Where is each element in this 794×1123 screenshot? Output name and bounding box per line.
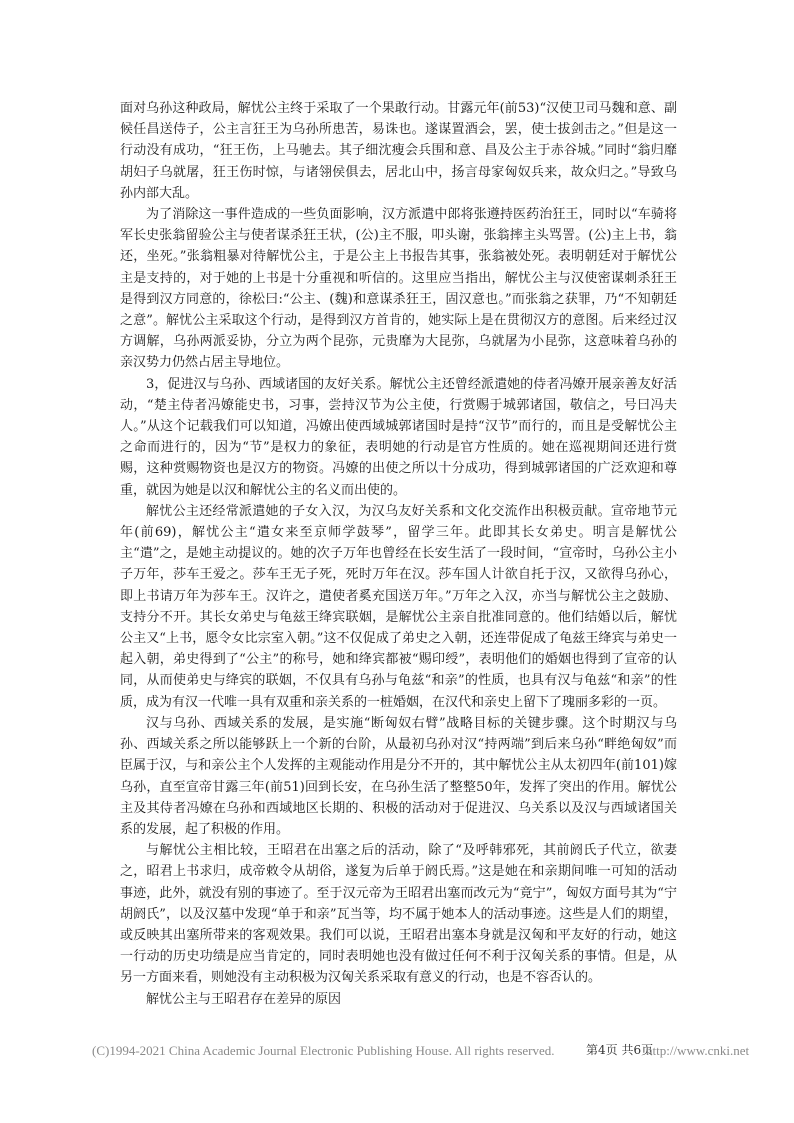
copyright-notice: (C)1994-2021 China Academic Journal Electronic Publishing House. All rights reserved.	[92, 1043, 555, 1058]
body-text	[120, 98, 677, 1010]
page-number: 第4页 共6页	[586, 1043, 654, 1057]
paragraph-3: 3，促进汉与乌孙、西域诸国的友好关系。解忧公主还曾经派遣她的侍者冯嫽开展亲善友好活动，“楚主侍者冯嫽能史书，习事，尝持汉节为公主使，行赏赐于城郭诸国，敬信之，号曰冯夫人。”从这个记载我们可以知道，冯嫽出使西域城郭诸国时是持“汉节”而行的，而且是受解忧公主之命而进行的，因为“节”是权力的象征，表明她的行动是官方性质的。她在巡视期间还进行赏赐，这种赏赐物资也是汉方的物资。冯嫽的出使之所以十分成功，得到城郭诸国的广泛欢迎和尊重，就因为她是以汉和解忧公主的名义而出使的。	[120, 376, 677, 498]
paragraph-5: 汉与乌孙、西域关系的发展，是实施“断匈奴右臂”战略目标的关键步骤。这个时期汉与乌孙、西域关系之所以能够跃上一个新的台阶，从最初乌孙对汉“持两端”到后来乌孙“畔绝匈奴”而臣属于汉，与和亲公主个人发挥的主观能动作用是分不开的，其中解忧公主从太初四年(前101)嫁乌孙，直至宣帝甘露三年(前51)回到长安，在乌孙生活了整整50年，发挥了突出的作用。解忧公主及其侍者冯嫽在乌孙和西域地区长期的、积极的活动对于促进汉、乌关系以及汉与西域诸国关系的发展，起了积极的作用。	[120, 715, 677, 837]
paragraph-2: 为了消除这一事件造成的一些负面影响，汉方派遣中郎将张遵持医药治狂王，同时以“车骑将军长史张翁留验公主与使者谋杀狂王状，(公)主不服，叩头谢，张翁摔主头骂詈。(公)主上书，翁还，坐死。”张翁粗暴对待解忧公主，于是公主上书报告其事，张翁被处死。表明朝廷对于解忧公主是支持的，对于她的上书是十分重视和听信的。这里应当指出，解忧公主与汉使密谋刺杀狂王是得到汉方同意的，徐松曰:“公主、(魏)和意谋杀狂王，固汉意也。”而张翁之获罪，乃“不知朝廷之意”。解忧公主采取这个行动，是得到汉方首肯的，她实际上是在贯彻汉方的意图。后来经过汉方调解，乌孙两派妥协，分立为两个昆弥，元贵靡为大昆弥，乌就屠为小昆弥，这意味着乌孙的亲汉势力仍然占居主导地位。	[120, 207, 677, 371]
website-link[interactable]: http://www.cnki.net	[646, 1043, 750, 1058]
section-heading: 解忧公主与王昭君存在差异的原因	[146, 991, 342, 1007]
paragraph-4: 解忧公主还经常派遣她的子女入汉，为汉乌友好关系和文化交流作出积极贡献。宣帝地节元年(前69)，解忧公主“遣女来至京师学鼓琴”，留学三年。此即其长女弟史。明言是解忧公主“遣”之，是她主动提议的。她的次子万年也曾经在长安生活了一段时间，“宣帝时，乌孙公主小子万年，莎车王爱之。莎车王无子死，死时万年在汉。莎车国人计欲自托于汉，又欲得乌孙心，即上书请万年为莎车王。汉许之，遣使者奚充国送万年。”万年之入汉，亦当与解忧公主之鼓励、支持分不开。其长女弟史与龟兹王绛宾联姻，是解忧公主亲自批准同意的。他们结婚以后，解忧公主又“上书，愿令女比宗室入朝。”这不仅促成了弟史之入朝，还连带促成了龟兹王绛宾与弟史一起入朝，弟史得到了“公主”的称号，她和绛宾都被“赐印绶”，表明他们的婚姻也得到了宣帝的认同，从而使弟史与绛宾的联姻，不仅具有乌孙与龟兹“和亲”的性质，也具有汉与龟兹“和亲”的性质，成为有汉一代唯一具有双重和亲关系的一桩婚姻，在汉代和亲史上留下了瑰丽多彩的一页。	[120, 503, 677, 710]
paragraph-6: 与解忧公主相比较，王昭君在出塞之后的活动，除了“及呼韩邪死，其前阏氏子代立，欲妻之，昭君上书求归，成帝敕令从胡俗，遂复为后单于阏氏焉。”这是她在和亲期间唯一可知的活动事迹，此外，就没有别的事迹了。至于汉元帝为王昭君出塞而改元为“竟宁”，匈奴方面号其为“宁胡阏氏”，以及汉墓中发现“单于和亲”瓦当等，均不属于她本人的活动事迹。这些是人们的期望，或反映其出塞所带来的客观效果。我们可以说，王昭君出塞本身就是汉匈和平友好的行动，她这一行动的历史功绩是应当肯定的，同时表明她也没有做过任何不利于汉匈关系的事情。但是，从另一方面来看，则她没有主动积极为汉匈关系采取有意义的行动，也是不容否认的。	[120, 843, 677, 986]
paragraph-1: 面对乌孙这种政局，解忧公主终于采取了一个果敢行动。甘露元年(前53)“汉使卫司马魏和意、副候任昌送侍子，公主言狂王为乌孙所患苦，易诛也。遂谋置酒会，罢，使士拔剑击之。”但是这一行动没有成功，“狂王伤，上马驰去。其子细沈瘦会兵围和意、昌及公主于赤谷城。”同时“翁归靡胡妇子乌就屠，狂王伤时惊，与诸翎侯俱去，居北山中，扬言母家匈奴兵来，故众归之。”导致乌孙内部大乱。	[120, 101, 677, 201]
